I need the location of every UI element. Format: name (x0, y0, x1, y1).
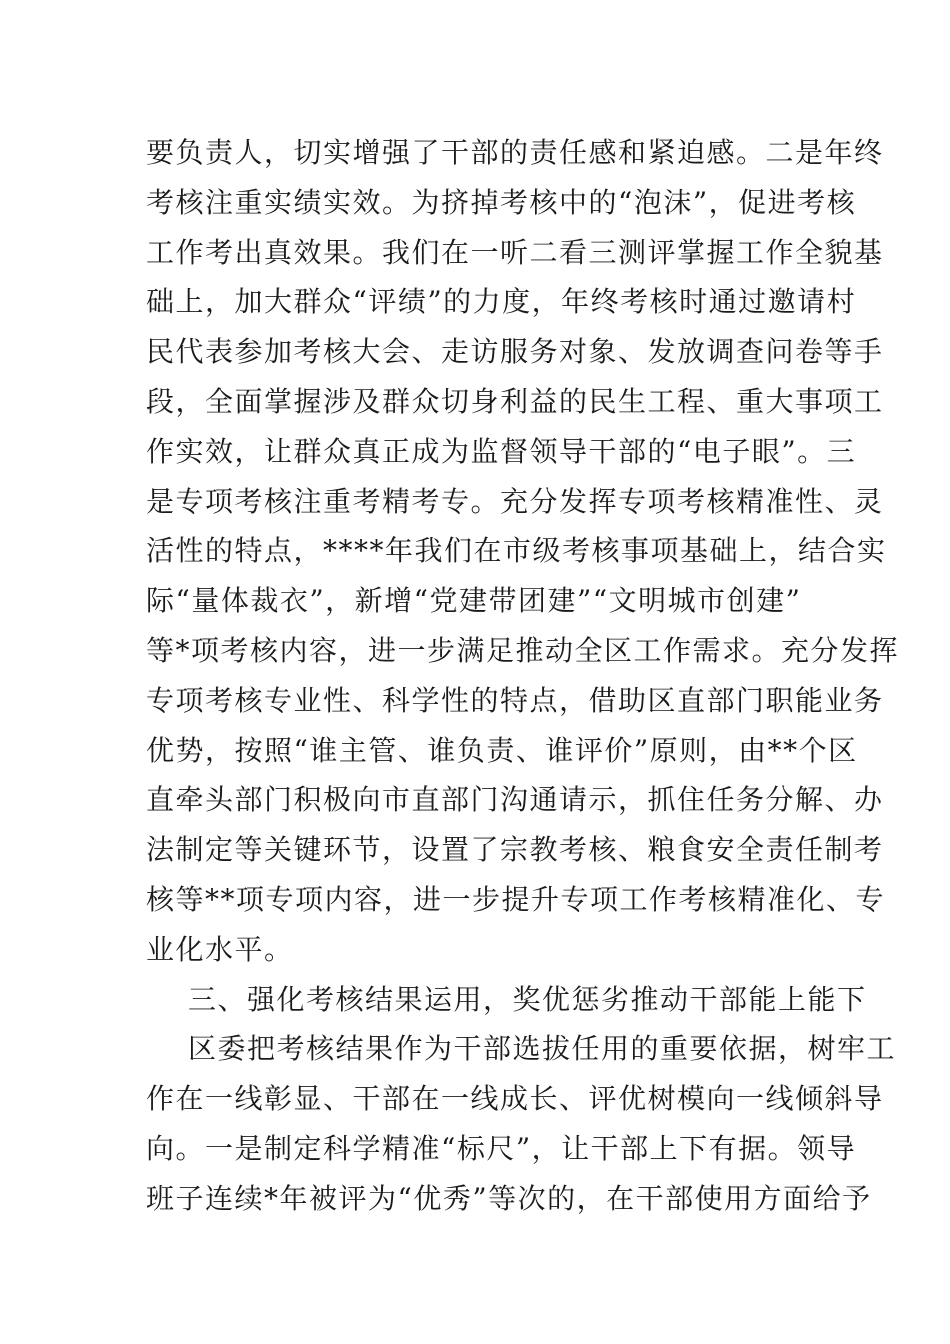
paragraph-line: 要负责人，切实增强了干部的责任感和紧迫感。二是年终 (146, 136, 884, 169)
paragraph-line: 专项考核专业性、科学性的特点，借助区直部门职能业务 (146, 683, 884, 717)
paragraph-line: 业化水平。 (146, 932, 294, 966)
paragraph-line: 民代表参加考核大会、走访服务对象、发放调查问卷等手 (146, 335, 884, 369)
paragraph-line: 作在一线彰显、干部在一线成长、评优树模向一线倾斜导 (146, 1082, 884, 1116)
paragraph-line: 际“量体裁衣”，新增“党建带团建”“文明城市创建” (146, 584, 802, 618)
document-body (146, 128, 900, 1224)
paragraph-line: 作实效，让群众真正成为监督领导干部的“电子眼”。三 (146, 434, 857, 468)
paragraph-line: 活性的特点，****年我们在市级考核事项基础上，结合实 (146, 534, 887, 568)
section-heading: 三、强化考核结果运用，奖优惩劣推动干部能上能下 (188, 982, 867, 1016)
paragraph-line: 等*项考核内容，进一步满足推动全区工作需求。充分发挥 (146, 633, 900, 667)
paragraph-line: 是专项考核注重考精考专。充分发挥专项考核精准性、灵 (146, 484, 884, 518)
paragraph-line: 优势，按照“谁主管、谁负责、谁评价”原则，由**个区 (146, 733, 858, 767)
paragraph-line: 直牵头部门积极向市直部门沟通请示，抓住任务分解、办 (146, 783, 884, 817)
paragraph-line: 区委把考核结果作为干部选拔任用的重要依据，树牢工 (188, 1032, 897, 1066)
paragraph-line: 础上，加大群众“评绩”的力度，年终考核时通过邀请村 (146, 285, 857, 319)
paragraph-line: 向。一是制定科学精准“标尺”，让干部上下有据。领导 (146, 1131, 857, 1165)
paragraph-line: 段，全面掌握涉及群众切身利益的民生工程、重大事项工 (146, 384, 884, 418)
paragraph-line: 法制定等关键环节，设置了宗教考核、粮食安全责任制考 (146, 833, 884, 867)
paragraph-line: 考核注重实绩实效。为挤掉考核中的“泡沫”，促进考核 (146, 185, 857, 219)
paragraph-line: 核等**项专项内容，进一步提升专项工作考核精准化、专 (146, 882, 886, 916)
paragraph-line: 工作考出真效果。我们在一听二看三测评掌握工作全貌基 (146, 235, 884, 269)
paragraph-line: 班子连续*年被评为“优秀”等次的，在干部使用方面给予 (146, 1181, 872, 1215)
